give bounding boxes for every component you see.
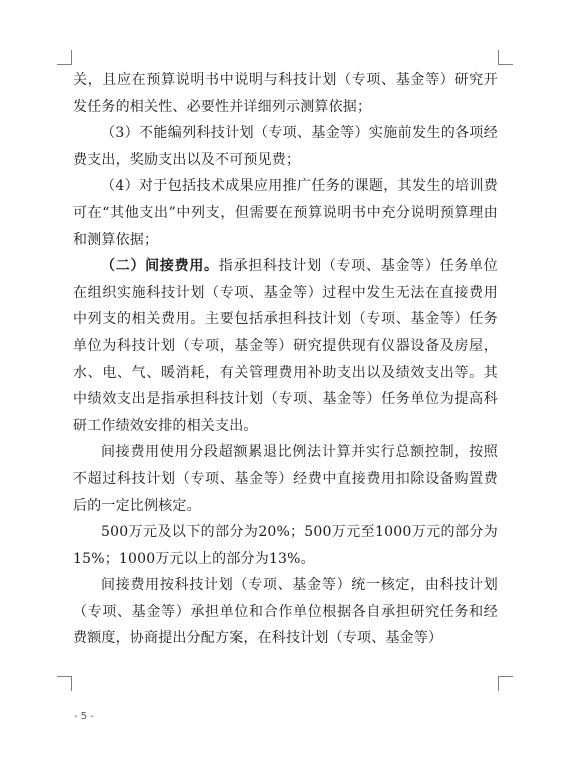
document-body: [73, 67, 498, 652]
section-heading: （二）间接费用。: [101, 258, 219, 275]
paragraph-item-4: [73, 173, 498, 253]
paragraph-text: 指承担科技计划（专项、基金等）任务单位在组织实施科技计划（专项、基金等）过程中发生无法在直接费用中列支的相关费用。主要包括承担科技计划（专项、基金等）任务单位为科技计划（专项，基金等）研究提供现有仪器设备及房屋，水、电、气、暖消耗，有关管理费用补助支出以及绩效支出等。其中绩效支出是指承担科技计划（专项、基金等）任务单位为提高科研工作绩效安排的相关支出。: [73, 258, 498, 434]
paragraph-allocation: [73, 572, 498, 652]
crop-mark-bottom-left: [57, 676, 72, 691]
paragraph-rate-tiers: [73, 519, 498, 572]
page-number: - 5 -: [74, 711, 94, 722]
crop-mark-top-right: [498, 50, 513, 65]
paragraph-indirect-costs: [73, 253, 498, 439]
paragraph-text: 间接费用按科技计划（专项、基金等）统一核定，由科技计划（专项、基金等）承担单位和合作单位根据各自承担研究任务和经费额度，协商提出分配方案，在科技计划（专项、基金等）: [73, 577, 498, 647]
paragraph-text: 500万元及以下的部分为20%；500万元至1000万元的部分为15%；1000万元以上的部分为13%。: [73, 524, 498, 567]
paragraph-text: 间接费用使用分段超额累退比例法计算并实行总额控制，按照不超过科技计划（专项、基金等）经费中直接费用扣除设备购置费后的一定比例核定。: [73, 444, 498, 514]
crop-mark-bottom-right: [498, 676, 513, 691]
paragraph-text: 关，且应在预算说明书中说明与科技计划（专项、基金等）研究开发任务的相关性、必要性并详细列示测算依据；: [73, 72, 498, 115]
paragraph-budget-justification: [73, 67, 498, 120]
crop-mark-top-left: [57, 50, 72, 65]
paragraph-text: （4）对于包括技术成果应用推广任务的课题，其发生的培训费可在“其他支出”中列支，但需要在预算说明书中充分说明预算理由和测算依据；: [73, 178, 498, 248]
paragraph-item-3: [73, 120, 498, 173]
paragraph-calculation-method: [73, 439, 498, 519]
paragraph-text: （3）不能编列科技计划（专项、基金等）实施前发生的各项经费支出，奖励支出以及不可预见费；: [73, 125, 498, 168]
